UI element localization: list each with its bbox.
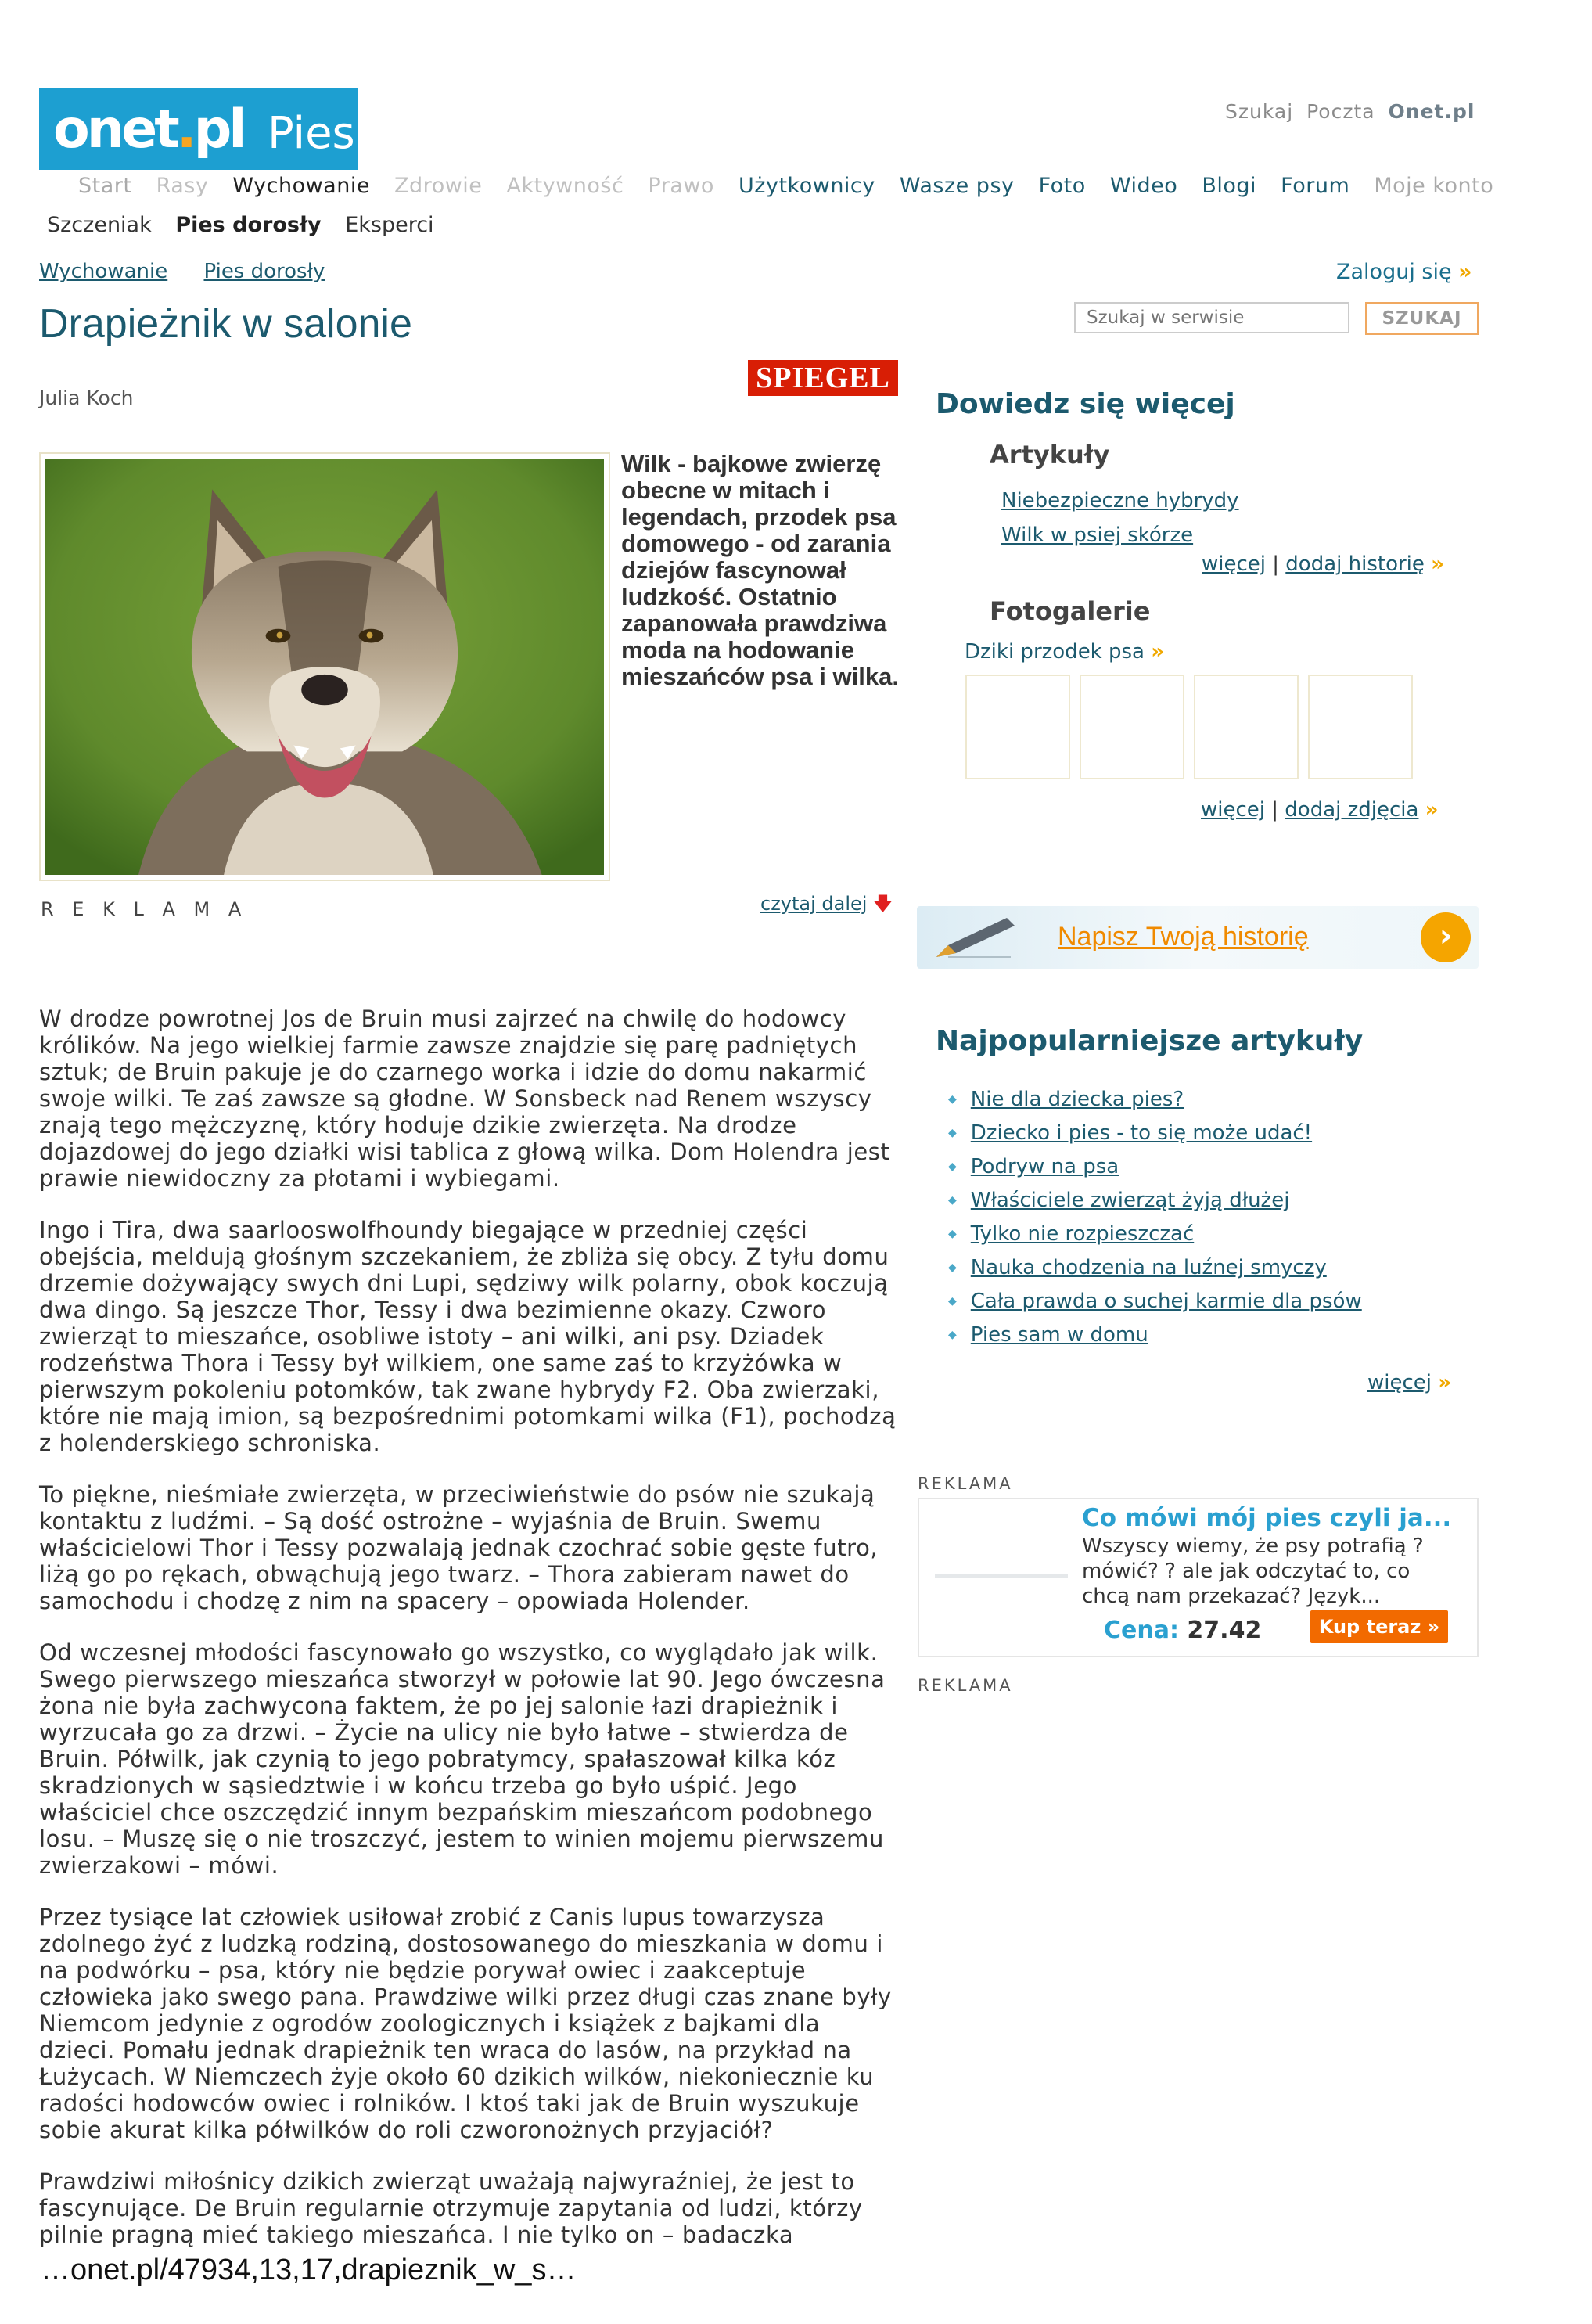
onet-pies-logo[interactable] xyxy=(39,88,358,170)
top-link-search[interactable]: Szukaj xyxy=(1225,100,1294,123)
ad-label: REKLAMA xyxy=(918,1676,1013,1695)
gallery-link[interactable] xyxy=(965,640,1164,664)
popular-article[interactable]: ◆ Właściciele zwierząt żyją dłużej xyxy=(948,1184,1362,1218)
wolf-photo xyxy=(45,459,604,875)
gallery-thumbnail[interactable] xyxy=(1308,675,1413,779)
subnav-szczeniak[interactable]: Szczeniak xyxy=(47,213,152,237)
separator: | xyxy=(1271,798,1279,822)
articles-heading: Artykuły xyxy=(990,440,1110,469)
breadcrumb xyxy=(39,260,354,283)
nav-foto[interactable]: Foto xyxy=(1038,174,1086,198)
raquo-icon: » xyxy=(1151,640,1165,664)
main-nav xyxy=(78,174,1511,198)
popular-article[interactable]: ◆ Nie dla dziecka pies? xyxy=(948,1083,1362,1117)
ad-image-placeholder xyxy=(935,1574,1068,1578)
nav-prawo[interactable]: Prawo xyxy=(648,174,714,198)
page-title: Drapieżnik w salonie xyxy=(39,301,412,347)
popular-articles xyxy=(948,1083,1362,1352)
page-url: …onet.pl/47934,13,17,drapieznik_w_s… xyxy=(41,2254,577,2286)
gallery-actions xyxy=(1201,798,1439,822)
write-story-label: Napisz Twoją historię xyxy=(1058,922,1309,952)
ad-label: REKLAMA xyxy=(918,1474,1013,1493)
ad-title[interactable]: Co mówi mój pies czyli ja... xyxy=(1082,1504,1452,1532)
article-paragraph: Przez tysiące lat człowiek usiłował zrobić z Canis lupus towarzysza zdolnego żyć z ludzką rodziną, dostosowanego do mieszkania w domu i na podwórku – psa, który nie będzie porywał owiec i zaakceptuje człowieka jako swego pana. Prawdziwe wilki przez długi czas znane były Niemcom jedynie z ogrodów zoologicznych i książek z bajkami dla dzieci. Pomału jednak drapieżnik ten wraca do lasów, na przykład na Łużycach. W Niemczech żyje około 60 dzikich wilków, niekoniecznie ku radości hodowców owiec i rolników. I ktoś taki jak de Bruin wyszukuje sobie akurat kilka półwilków do roli czworonożnych przyjaciół? xyxy=(39,1904,892,2143)
article-author: Julia Koch xyxy=(39,387,134,409)
article-body xyxy=(39,1006,900,2273)
search-input[interactable] xyxy=(1074,302,1349,333)
related-article-link[interactable]: Wilk w psiej skórze xyxy=(1001,523,1194,547)
popular-article[interactable]: ◆ Nauka chodzenia na luźnej smyczy xyxy=(948,1251,1362,1285)
article-paragraph: W drodze powrotnej Jos de Bruin musi zajrzeć na chwilę do hodowcy królików. Na jego wielkiej farmie zawsze znajdzie się parę padniętych sztuk; de Bruin pakuje je do czarnego worka i idzie do domu nakarmić swoje wilki. Te zaś zawsze są głodne. W Sonsbeck nad Renem wszyscy znają tego mężczyznę, który hoduje dzikie zwierzęta. Na drodze dojazdowej do jego działki wisi tablica z głową wilka. Dom Holendra jest prawie niewidoczny za płotami i wybiegami. xyxy=(39,1006,890,1192)
popular-article[interactable]: ◆ Cała prawda o suchej karmie dla psów xyxy=(948,1285,1362,1318)
login-link[interactable] xyxy=(1336,260,1472,284)
gallery-thumbnail[interactable] xyxy=(965,675,1070,779)
related-article-link[interactable]: Niebezpieczne hybrydy xyxy=(1001,489,1239,513)
article-lead: Wilk - bajkowe zwierzę obecne w mitach i legendach, przodek psa domowego - od zarania dziejów fascynował ludzkość. Ostatnio zapanowała prawdziwa moda na hodowanie mieszańców psa i wilka. xyxy=(621,450,899,690)
nav-moje-konto[interactable]: Moje konto xyxy=(1374,174,1494,198)
sub-nav xyxy=(47,213,451,237)
logo-wordmark: onet.pl xyxy=(53,99,244,160)
raquo-icon: » xyxy=(1438,1371,1452,1394)
article-paragraph: Ingo i Tira, dwa saarlooswolfhoundy biegające w przedniej części obejścia, meldują głośnym szczekaniem, że zbliża się obcy. Z tyłu domu drzemie dożywający swych dni Lupi, sędziwy wilk polarny, obok koczują dwa dingo. Są jeszcze Thor, Tessy i dwa bezimienne okazy. Czworo zwierząt to mieszańce, osobliwe istoty – ani wilki, ani psy. Dziadek rodzeństwa Thora i Tessy był wilkiem, one same zaś to krzyżówka w pierwszym pokoleniu potomków, tak zwane hybrydy F2. Oba zwierzaki, które nie mają imion, są bezpośrednimi potomkami wilka (F1), pochodzą z holenderskiego schroniska. xyxy=(39,1217,897,1456)
top-link-portal[interactable]: Onet.pl xyxy=(1388,100,1475,123)
nav-blogi[interactable]: Blogi xyxy=(1202,174,1257,198)
nav-forum[interactable]: Forum xyxy=(1281,174,1350,198)
spiegel-logo: SPIEGEL xyxy=(748,360,898,396)
write-story-banner[interactable] xyxy=(917,906,1479,969)
popular-more-label: więcej xyxy=(1367,1371,1432,1394)
gallery-thumbnail[interactable] xyxy=(1194,675,1299,779)
nav-wideo[interactable]: Wideo xyxy=(1109,174,1178,198)
search-button[interactable]: SZUKAJ xyxy=(1365,302,1479,335)
book-ad[interactable] xyxy=(918,1498,1479,1657)
chevron-right-icon: › xyxy=(1421,912,1471,962)
popular-heading: Najpopularniejsze artykuły xyxy=(936,1025,1364,1057)
nav-wasze-psy[interactable]: Wasze psy xyxy=(899,174,1015,198)
breadcrumb-pies-dorosly[interactable]: Pies dorosły xyxy=(203,260,325,283)
article-paragraph: Od wczesnej młodości fascynowało go wszystko, co wyglądało jak wilk. Swego pierwszego mieszańca stworzył w połowie lat 90. Jego ówczesna żona nie była zachwycona faktem, że po jej salonie łazi drapieżnik i wyrzucała go za drzwi. – Życie na ulicy nie było łatwe – stwierdza de Bruin. Półwilk, jak czynią to jego pobratymcy, spałaszował kilka kóz skradzionych w sąsiedztwie i w końcu trzeba go było uśpić. Jego właściciel chce oszczędzić innym bezpańskim mieszańcom podobnego losu. – Muszę się o nie troszczyć, jestem to winien mojemu pierwszemu zwierzakowi – mówi. xyxy=(39,1639,886,1879)
ad-description: Wszyscy wiemy, że psy potrafią ? mówić? ? ale jak odczytać to, co chcą nam przekazać? Język... xyxy=(1082,1534,1424,1608)
gallery-link-label: Dziki przodek psa xyxy=(965,640,1145,664)
nav-aktywnosc[interactable]: Aktywność xyxy=(506,174,624,198)
nav-uzytkownicy[interactable]: Użytkownicy xyxy=(739,174,875,198)
ad-price xyxy=(1104,1617,1261,1644)
subnav-eksperci[interactable]: Eksperci xyxy=(345,213,434,237)
gallery-more-link[interactable]: więcej xyxy=(1201,798,1265,822)
login-label: Zaloguj się xyxy=(1336,260,1452,284)
articles-actions xyxy=(1202,552,1444,576)
read-more-label: czytaj dalej xyxy=(760,893,868,915)
arrow-down-icon: 🡇 xyxy=(873,893,893,915)
buy-now-button[interactable]: Kup teraz » xyxy=(1310,1610,1448,1643)
gallery-heading: Fotogalerie xyxy=(990,596,1151,626)
pen-icon xyxy=(933,914,1019,961)
nav-rasy[interactable]: Rasy xyxy=(156,174,209,198)
popular-article[interactable]: ◆ Podryw na psa xyxy=(948,1150,1362,1184)
popular-more-link[interactable] xyxy=(1367,1371,1451,1394)
ad-price-value: 27.42 xyxy=(1187,1617,1262,1644)
ad-price-label: Cena: xyxy=(1104,1617,1179,1644)
top-links xyxy=(1225,100,1481,123)
article-photo xyxy=(39,452,610,881)
login-arrow-icon: » xyxy=(1458,260,1472,284)
related-articles xyxy=(1001,484,1239,552)
popular-article[interactable]: ◆ Pies sam w domu xyxy=(948,1318,1362,1352)
separator: | xyxy=(1272,552,1280,576)
popular-article[interactable]: ◆ Dziecko i pies - to się może udać! xyxy=(948,1117,1362,1150)
learn-more-heading: Dowiedz się więcej xyxy=(936,388,1235,420)
articles-more-link[interactable]: więcej xyxy=(1202,552,1266,576)
breadcrumb-wychowanie[interactable]: Wychowanie xyxy=(39,260,168,283)
article-paragraph: To piękne, nieśmiałe zwierzęta, w przeciwieństwie do psów nie szukają kontaktu z ludźmi. – Są dość ostrożne – wyjaśnia de Bruin. Swemu właścicielowi Thor i Tessy pozwalają jednak czochrać sobie gęste futro, liżą go po rękach, obwąchują jego twarz. – Thora zabieram nawet do samochodu i chodzę z nim na spacery – opowiada Holender. xyxy=(39,1481,879,1614)
ad-label: R E K L A M A xyxy=(41,898,248,920)
raquo-icon: » xyxy=(1431,552,1444,576)
nav-wychowanie[interactable]: Wychowanie xyxy=(232,174,370,198)
read-more-link[interactable] xyxy=(760,890,893,923)
popular-article[interactable]: ◆ Tylko nie rozpieszczać xyxy=(948,1218,1362,1251)
top-link-mail[interactable]: Poczta xyxy=(1306,100,1375,123)
add-photos-link[interactable]: dodaj zdjęcia xyxy=(1285,798,1419,822)
logo-section: Pies xyxy=(268,108,355,159)
nav-zdrowie[interactable]: Zdrowie xyxy=(394,174,483,198)
nav-start[interactable]: Start xyxy=(78,174,132,198)
gallery-thumbnail[interactable] xyxy=(1080,675,1184,779)
raquo-icon: » xyxy=(1425,798,1439,822)
article-paragraph: Prawdziwi miłośnicy dzikich zwierząt uważają najwyraźniej, że jest to fascynujące. De Bruin regularnie otrzymuje zapytania od ludzi, którzy pilnie pragną mieć takiego mieszańca. I nie tylko on – badaczka xyxy=(39,2168,863,2248)
subnav-pies-dorosly[interactable]: Pies dorosły xyxy=(175,213,322,237)
add-story-link[interactable]: dodaj historię xyxy=(1285,552,1425,576)
